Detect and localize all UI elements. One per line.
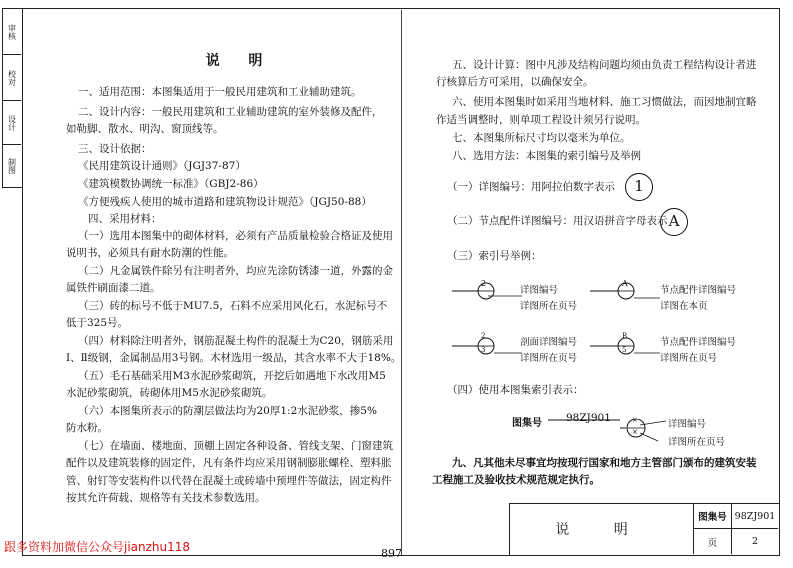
text-line: 七、本图集所标尺寸均以毫米为单位。 <box>452 132 631 144</box>
text-line: 二、设计内容：一般民用建筑和工业辅助建筑的室外装修及配件， <box>78 106 383 118</box>
atlas-number: 98ZJ901 <box>566 412 611 424</box>
atlas-x-top: × <box>632 416 638 424</box>
example-4-label-1: 节点配件详图编号 <box>660 337 737 348</box>
strip-cell-draw: 制图 <box>7 158 17 174</box>
closing-line-2: 工程施工及验收技术规范规定执行。 <box>432 474 600 486</box>
title-block-atlas-label: 图集号 <box>694 504 732 529</box>
item3-text: （三）索引号举例： <box>447 250 542 262</box>
strip-cell-review: 审核 <box>3 9 21 55</box>
strip-cell-design: 设计 <box>3 101 21 145</box>
example-3-label-1: 剖面详图编号 <box>520 337 578 348</box>
text-line: （七）在墙面、楼地面、顶棚上固定各种设备、管线支架、门窗建筑 <box>78 440 393 452</box>
example-4-label-2: 详图所在页号 <box>660 353 718 364</box>
example-1-label-1: 详图编号 <box>520 285 559 296</box>
item4-text: （四）使用本图集索引表示： <box>447 384 584 396</box>
text-line: 六、使用本图集时如采用当地材料、施工习惯做法，而因地制宜略 <box>452 96 757 108</box>
text-line: 说明书，必须具有耐水防潮的性能。 <box>66 247 234 259</box>
text-line: （二）凡金属铁件除另有注明者外，均应先涂防锈漆一道，外露的金 <box>78 265 393 277</box>
text-line: （六）本图集所表示的防潮层做法均为20厚1:2水泥砂浆，掺5% <box>78 405 377 417</box>
atlas-label-1: 详图编号 <box>668 419 707 430</box>
title-block-page-value: 2 <box>751 536 759 547</box>
text-line: 《建筑模数协调统一标准》（GBJ2-86） <box>78 178 264 190</box>
atlas-x-bottom: × <box>632 428 638 436</box>
text-line: 如勒脚、散水、明沟、窗顶线等。 <box>66 123 224 135</box>
title-block-name: 说 明 <box>510 504 694 554</box>
index-symbol-example-3 <box>452 333 522 359</box>
item1-text: （一）详图编号：用阿拉伯数字表示 <box>447 181 615 193</box>
text-line: 三、设计依据： <box>78 143 152 155</box>
text-line: （一）选用本图集中的砌体材料，必须有产品质量检验合格证及使用 <box>78 230 393 242</box>
text-line: 防水粉。 <box>66 422 108 434</box>
text-line: 水泥砂浆砌筑，砖砌体用M5水泥砂浆砌筑。 <box>66 387 273 399</box>
text-line: （三）砖的标号不低于MU7.5，石料不应采用风化石，水泥标号不 <box>78 300 388 312</box>
text-line: 《民用建筑设计通则》（JGJ37-87） <box>78 160 246 172</box>
example-4-top: B <box>622 332 628 340</box>
watermark-note: 跟多资料加微信公众号jianzhu118 <box>4 540 191 554</box>
text-line: 按其允许荷载、规格等有关技术参数选用。 <box>66 492 266 504</box>
text-line: 行核算后方可采用，以确保安全。 <box>436 76 594 88</box>
text-line: Ⅰ、Ⅱ级钢，金属制品用3号钢。木材选用一级品，其含水率不大于18%。 <box>66 352 402 364</box>
page-number: 897 <box>381 547 402 560</box>
column-divider <box>401 10 402 555</box>
text-line: 低于325号。 <box>66 317 129 329</box>
example-2-label-2: 详图在本页 <box>660 301 708 312</box>
detail-number-symbol: 1 <box>625 173 653 201</box>
text-line: 八、选用方法：本图集的索引编号及举例 <box>452 150 641 162</box>
node-letter-symbol: A <box>660 208 688 236</box>
example-4-bottom: 5 <box>622 346 627 354</box>
title-block-page-label: 页 <box>694 529 732 554</box>
text-line: 四、采用材料： <box>88 213 162 225</box>
strip-cell-check: 校对 <box>3 55 21 101</box>
example-3-top: 2 <box>481 332 486 340</box>
page-title: 说 明 <box>205 53 275 69</box>
example-1-top: 2 <box>481 279 487 288</box>
text-line: 作适当调整时，则单项工程设计须另行说明。 <box>436 114 646 126</box>
atlas-label: 图集号 <box>512 418 542 429</box>
index-symbol-example-1 <box>452 278 522 304</box>
text-line: （四）材料除注明者外，钢筋混凝土构件的混凝土为C20，钢筋采用 <box>78 335 394 347</box>
example-2-label-1: 节点配件详图编号 <box>660 285 737 296</box>
atlas-label-2: 详图所在页号 <box>668 437 726 448</box>
example-2-top: A <box>622 279 628 288</box>
text-line: 五、设计计算：图中凡涉及结构问题均须由负责工程结构设计者进 <box>452 59 757 71</box>
example-3-bottom: 3 <box>481 346 486 354</box>
closing-line-1: 九、凡其他未尽事宜均按现行国家和地方主管部门颁布的建筑安装 <box>452 457 757 469</box>
text-line: 一、适用范围：本图集适用于一般民用建筑和工业辅助建筑。 <box>78 86 362 98</box>
title-block <box>509 503 780 555</box>
example-3-label-2: 详图所在页号 <box>520 353 578 364</box>
text-line: 《方便残疾人使用的城市道路和建筑物设计规范》（JGJ50-88） <box>78 196 372 208</box>
text-line: （五）毛石基础采用M3水泥砂浆砌筑，开挖后如遇地下水改用M5 <box>78 370 386 382</box>
text-line: 管、射钉等安装构件以代替在混凝土或砖墙中预埋件等做法，固定构件 <box>66 475 392 487</box>
text-line: 配件以及建筑装修的固定件，凡有条件均应采用钢制膨胀螺栓、塑料胀 <box>66 457 392 469</box>
title-block-atlas-value: 98ZJ901 <box>732 504 778 529</box>
text-line: 属铁件刷面漆二道。 <box>66 282 161 294</box>
signature-strip <box>2 8 22 188</box>
example-1-label-2: 详图所在页号 <box>520 301 578 312</box>
item2-text: （二）节点配件详图编号：用汉语拼音字母表示 <box>447 215 668 227</box>
